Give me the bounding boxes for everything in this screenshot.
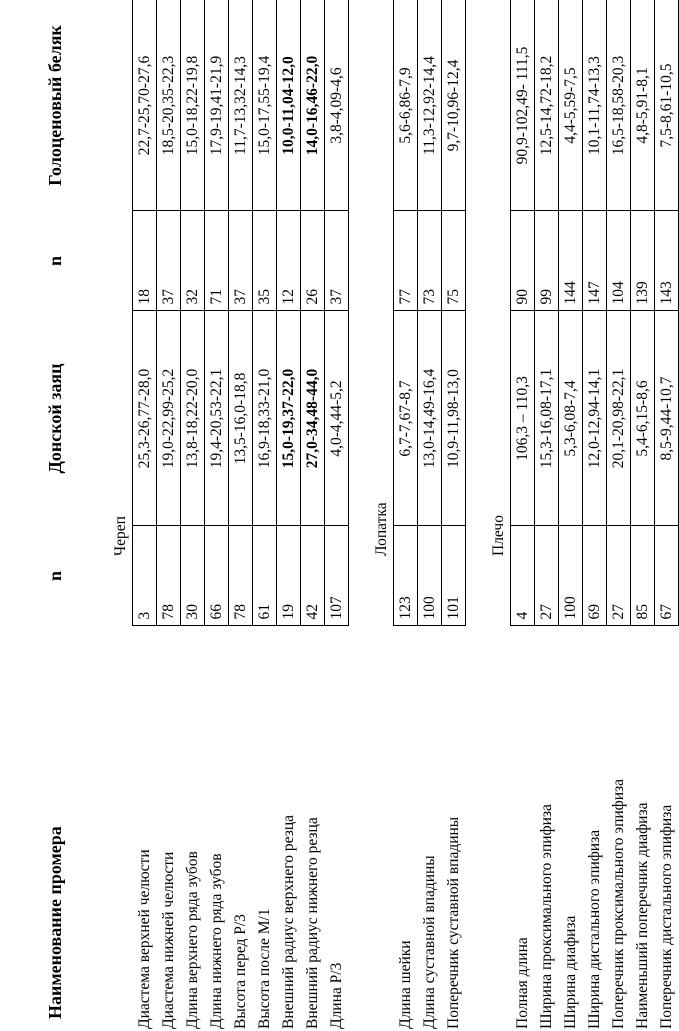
value-holocene-hare: 3,8-4,09-4,6 [325, 0, 349, 211]
table-row [655, 0, 679, 1031]
value-don-hare: 13,0-14,49-16,4 [418, 311, 442, 526]
table-row [277, 0, 301, 1031]
measurement-name: Ширина диафиза [562, 915, 579, 1029]
measurement-name: Диастема верхней челюсти [136, 849, 153, 1029]
section-title: Лопатка [373, 502, 390, 556]
value-don-hare: 10,9-11,98-13,0 [442, 311, 466, 526]
table-row [607, 0, 631, 1031]
measurement-name: Внешний радиус верхнего резца [280, 814, 297, 1029]
value-don-hare: 20,1-20,98-22,1 [607, 311, 631, 526]
value-don-hare: 5,3-6,08-7,4 [559, 311, 583, 526]
value-don-hare: 25,3-26,77-28,0 [133, 311, 157, 526]
count-don-hare: 61 [253, 526, 277, 626]
count-holocene-hare: 71 [205, 211, 229, 311]
table-row [559, 0, 583, 1031]
value-holocene-hare: 5,6-6,86-7,9 [394, 0, 418, 211]
count-don-hare: 101 [442, 526, 466, 626]
count-don-hare: 78 [229, 526, 253, 626]
count-don-hare: 4 [511, 526, 535, 626]
value-holocene-hare: 12,5-14,72-18,2 [535, 0, 559, 211]
value-don-hare: 27,0-34,48-44,0 [301, 311, 325, 526]
count-don-hare: 42 [301, 526, 325, 626]
measurement-name: Поперечник дистального эпифиза [658, 804, 675, 1029]
value-holocene-hare: 22,7-25,70-27,6 [133, 0, 157, 211]
value-don-hare: 12,0-12,94-14,1 [583, 311, 607, 526]
table-row [253, 0, 277, 1031]
count-holocene-hare: 139 [631, 211, 655, 311]
measurement-name: Длина нижнего ряда зубов [208, 853, 225, 1029]
count-holocene-hare: 99 [535, 211, 559, 311]
count-don-hare: 30 [181, 526, 205, 626]
section-spacer [371, 626, 394, 1031]
measurement-name: Наименьший поперечник диафиза [634, 802, 651, 1029]
value-holocene-hare: 17,9-19,41-21,9 [205, 0, 229, 211]
count-holocene-hare: 37 [325, 211, 349, 311]
count-holocene-hare: 32 [181, 211, 205, 311]
section-spacer [110, 626, 133, 1031]
section-spacer [488, 626, 511, 1031]
value-holocene-hare: 90,9-102,49- 111,5 [511, 0, 535, 211]
count-don-hare: 27 [535, 526, 559, 626]
count-holocene-hare: 35 [253, 211, 277, 311]
measurement-name: Длина шейки [397, 940, 414, 1029]
value-holocene-hare: 10,0-11,04-12,0 [277, 0, 301, 211]
value-holocene-hare: 10,1-11,74-13,3 [583, 0, 607, 211]
count-don-hare: 100 [418, 526, 442, 626]
table-row [157, 0, 181, 1031]
count-holocene-hare: 37 [157, 211, 181, 311]
gap-cell [349, 0, 372, 1031]
value-holocene-hare: 4,8-5,91-8,1 [631, 0, 655, 211]
table-row [229, 0, 253, 1031]
measurement-name: Длина P/3 [328, 962, 345, 1029]
measurement-name: Поперечник проксимального эпифиза [610, 778, 627, 1029]
measurement-name: Длина суставной впадины [421, 855, 438, 1029]
count-don-hare: 100 [559, 526, 583, 626]
header-don-hare: Донской заяц [45, 363, 65, 474]
table-row [205, 0, 229, 1031]
header-holocene-hare: Голоценовый беляк [45, 25, 65, 186]
value-don-hare: 13,8-18,22-20,0 [181, 311, 205, 526]
table-row [442, 0, 466, 1031]
table-row [418, 0, 442, 1031]
table-row [181, 0, 205, 1031]
value-holocene-hare: 11,3-12,92-14,4 [418, 0, 442, 211]
value-holocene-hare: 7,5-8,61-10,5 [655, 0, 679, 211]
value-holocene-hare: 16,5-18,58-20,3 [607, 0, 631, 211]
count-holocene-hare: 37 [229, 211, 253, 311]
count-don-hare: 107 [325, 526, 349, 626]
section-title: Плечо [490, 515, 507, 556]
table-row [301, 0, 325, 1031]
value-don-hare: 6,7-7,67-8,7 [394, 311, 418, 526]
section-title-row [110, 0, 133, 1031]
header-measurement-name: Наименование промера [45, 826, 65, 1019]
table-row [631, 0, 655, 1031]
count-don-hare: 19 [277, 526, 301, 626]
count-holocene-hare: 90 [511, 211, 535, 311]
measurement-name: Ширина проксимального эпифиза [538, 804, 555, 1029]
count-holocene-hare: 143 [655, 211, 679, 311]
value-holocene-hare: 15,0-18,22-19,8 [181, 0, 205, 211]
count-don-hare: 78 [157, 526, 181, 626]
count-holocene-hare: 73 [418, 211, 442, 311]
count-don-hare: 67 [655, 526, 679, 626]
count-holocene-hare: 147 [583, 211, 607, 311]
count-don-hare: 27 [607, 526, 631, 626]
count-holocene-hare: 26 [301, 211, 325, 311]
section-title-row [488, 0, 511, 1031]
measurement-name: Ширина дистального эпифиза [586, 829, 603, 1029]
section-title-row [371, 0, 394, 1031]
gap-cell [466, 0, 489, 1031]
count-don-hare: 85 [631, 526, 655, 626]
header-row [0, 0, 110, 1031]
count-holocene-hare: 75 [442, 211, 466, 311]
table-row [325, 0, 349, 1031]
count-holocene-hare: 18 [133, 211, 157, 311]
table-row [583, 0, 607, 1031]
measurement-name: Длина верхнего ряда зубов [184, 851, 201, 1029]
table-row [394, 0, 418, 1031]
value-don-hare: 15,3-16,08-17,1 [535, 311, 559, 526]
count-don-hare: 66 [205, 526, 229, 626]
count-don-hare: 3 [133, 526, 157, 626]
value-don-hare: 16,9-18,33-21,0 [253, 311, 277, 526]
value-don-hare: 8,5-9,44-10,7 [655, 311, 679, 526]
value-holocene-hare: 4,4-5,59-7,5 [559, 0, 583, 211]
value-don-hare: 5,4-6,15-8,6 [631, 311, 655, 526]
count-holocene-hare: 144 [559, 211, 583, 311]
measurement-name: Диастема нижней челюсти [160, 851, 177, 1029]
measurement-name: Полная длина [514, 937, 531, 1029]
table-body [110, 0, 679, 1031]
table-row [511, 0, 535, 1031]
value-holocene-hare: 18,5-20,35-22,3 [157, 0, 181, 211]
value-don-hare: 15,0-19,37-22,0 [277, 311, 301, 526]
value-don-hare: 13,5-16,0-18,8 [229, 311, 253, 526]
value-holocene-hare: 15,0-17,55-19,4 [253, 0, 277, 211]
section-title: Череп [112, 516, 129, 556]
value-holocene-hare: 9,7-10,96-12,4 [442, 0, 466, 211]
header-n-don-hare: n [45, 571, 65, 582]
value-don-hare: 19,0-22,99-25,2 [157, 311, 181, 526]
count-holocene-hare: 104 [607, 211, 631, 311]
measurement-name: Высота перед P/3 [232, 914, 249, 1029]
value-don-hare: 19,4-20,53-22,1 [205, 311, 229, 526]
measurement-name: Высота после M/1 [256, 908, 273, 1029]
count-holocene-hare: 12 [277, 211, 301, 311]
header-n-holocene-hare: n [45, 256, 65, 267]
count-holocene-hare: 77 [394, 211, 418, 311]
measurement-name: Внешний радиус нижнего резца [304, 817, 321, 1029]
value-don-hare: 4,0-4,44-5,2 [325, 311, 349, 526]
section-gap [466, 0, 489, 1031]
count-don-hare: 123 [394, 526, 418, 626]
table-row [133, 0, 157, 1031]
table-row [535, 0, 559, 1031]
section-gap [349, 0, 372, 1031]
value-holocene-hare: 11,7-13,32-14,3 [229, 0, 253, 211]
value-holocene-hare: 14,0-16,46-22,0 [301, 0, 325, 211]
value-don-hare: 106,3 – 110,3 [511, 311, 535, 526]
measurement-name: Поперечник суставной впадины [445, 816, 462, 1029]
count-don-hare: 69 [583, 526, 607, 626]
